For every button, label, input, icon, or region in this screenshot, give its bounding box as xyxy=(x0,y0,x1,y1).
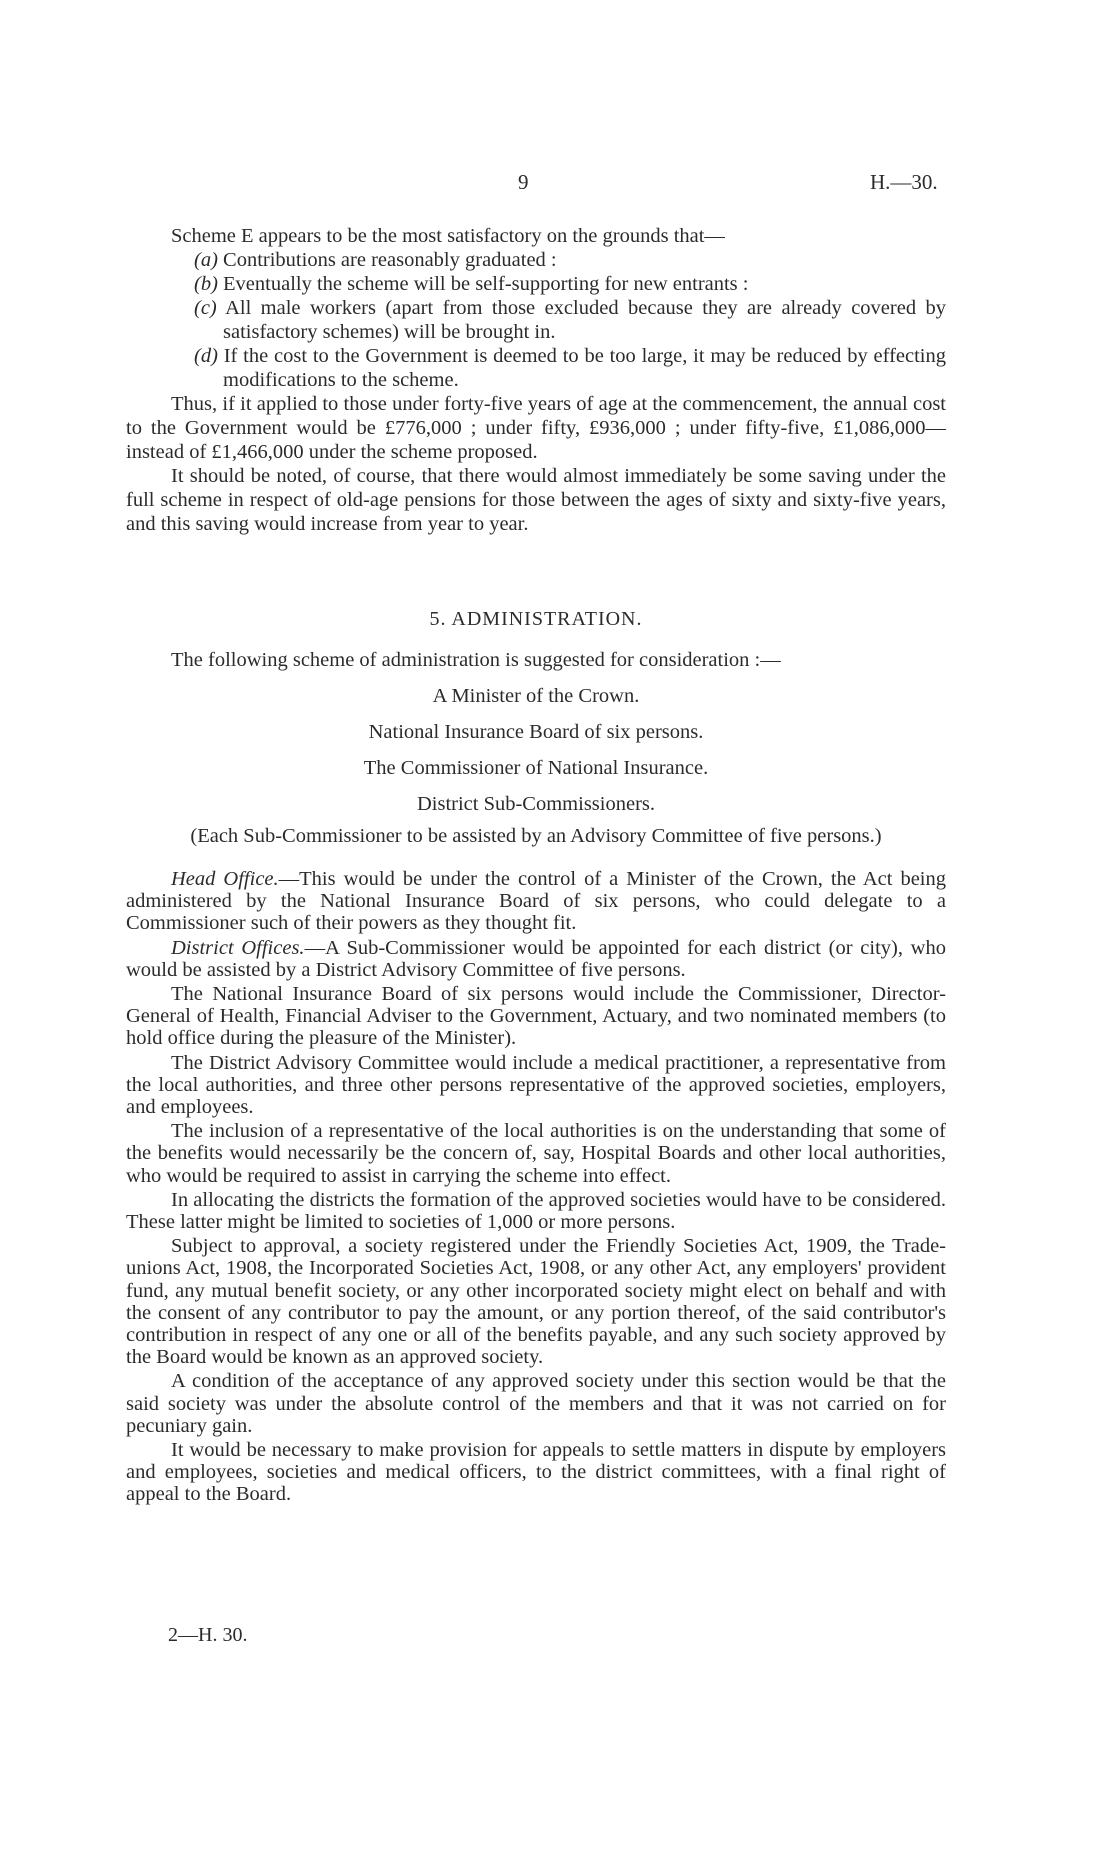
document-reference: H.—30. xyxy=(870,170,938,194)
item-label: (c) xyxy=(194,297,217,319)
district-offices-text: —A Sub-Commissioner would be appointed for each district (or city), who would be assisted by a District Advisory Committee of five persons. xyxy=(126,936,946,981)
structure-item: A Minister of the Crown. xyxy=(432,685,640,707)
list-item xyxy=(126,248,946,272)
district-offices-paragraph xyxy=(126,937,946,981)
paragraph: The District Advisory Committee would include a medical practitioner, a representative from the local authorities, and three other persons representative of the approved societies, employers, and employees. xyxy=(126,1051,946,1119)
structure-item: District Sub-Commissioners. xyxy=(416,793,656,815)
item-text: If the cost to the Government is deemed to be too large, it may be reduced by effecting modifications to the scheme. xyxy=(223,345,946,391)
signature-mark: 2—H. 30. xyxy=(168,1624,248,1646)
paragraph: It would be necessary to make provision for appeals to settle matters in dispute by employers and employees, societies and medical officers, to the district committees, with a final right of appeal to the Board. xyxy=(126,1439,946,1506)
item-label: (a) xyxy=(194,249,218,271)
paragraph: The National Insurance Board of six persons would include the Commissioner, Director-General of Health, Financial Adviser to the Government, Actuary, and two nominated members (to hold office during the pleasure of the Minister). xyxy=(126,983,946,1050)
paragraph: In allocating the districts the formation of the approved societies would have to be considered. These latter might be limited to societies of 1,000 or more persons. xyxy=(126,1188,946,1234)
scheme-section xyxy=(126,224,946,536)
section-heading: 5. ADMINISTRATION. xyxy=(429,608,643,630)
item-text: Eventually the scheme will be self-supporting for new entrants : xyxy=(223,273,749,295)
item-label: (b) xyxy=(194,273,218,295)
administration-details xyxy=(126,868,946,1508)
structure-item: National Insurance Board of six persons. xyxy=(368,721,704,743)
structure-item: The Commissioner of National Insurance. xyxy=(363,757,709,779)
paragraph: Subject to approval, a society registered under the Friendly Societies Act, 1909, the Trade-unions Act, 1908, the Incorporated Societies Act, 1908, or any other Act, any employers' provident fund, any mutual benefit society, or any other incorporated society might elect on behalf and with the consent of any contributor to pay the amount, or any portion thereof, of the said contributor's contribution in respect of any one or all of the benefits payable, and any such society approved by the Board would be known as an approved society. xyxy=(126,1235,946,1369)
item-label: (d) xyxy=(194,345,218,367)
cost-paragraph: Thus, if it applied to those under forty-five years of age at the commencement, the annual cost to the Government would be £776,000 ; under fifty, £936,000 ; under fifty-five, £1,086,000—instead of £1,466,000 under the scheme proposed. xyxy=(126,393,946,463)
list-item xyxy=(126,344,946,392)
administration-structure xyxy=(126,648,946,848)
head-office-text: —This would be under the control of a Minister of the Crown, the Act being administered by the National Insurance Board of six persons, who could delegate to a Commissioner such of their powers as they thought fit. xyxy=(126,868,946,935)
head-office-paragraph xyxy=(126,868,946,935)
paragraph: The inclusion of a representative of the local authorities is on the understanding that some of the benefits would necessarily be the concern of, say, Hospital Boards and other local authorities, who would be required to assist in carrying the scheme into effect. xyxy=(126,1120,946,1187)
list-item xyxy=(126,272,946,296)
list-item xyxy=(126,296,946,344)
savings-paragraph: It should be noted, of course, that there would almost immediately be some saving under the full scheme in respect of old-age pensions for those between the ages of sixty and sixty-five years, and this saving would increase from year to year. xyxy=(126,465,946,535)
administration-intro: The following scheme of administration is suggested for consideration :— xyxy=(171,649,781,671)
paragraph: A condition of the acceptance of any approved society under this section would be that the said society was under the absolute control of the members and that it was not carried on for pecuniary gain. xyxy=(126,1370,946,1437)
item-text: All male workers (apart from those excluded because they are already covered by satisfactory schemes) will be brought in. xyxy=(223,297,946,343)
head-office-label: Head Office. xyxy=(171,868,279,890)
page-number: 9 xyxy=(518,170,529,194)
item-text: Contributions are reasonably graduated : xyxy=(223,249,557,271)
scheme-intro: Scheme E appears to be the most satisfactory on the grounds that— xyxy=(171,225,725,247)
structure-note: (Each Sub-Commissioner to be assisted by an Advisory Committee of five persons.) xyxy=(190,825,882,847)
district-offices-label: District Offices. xyxy=(171,936,305,959)
